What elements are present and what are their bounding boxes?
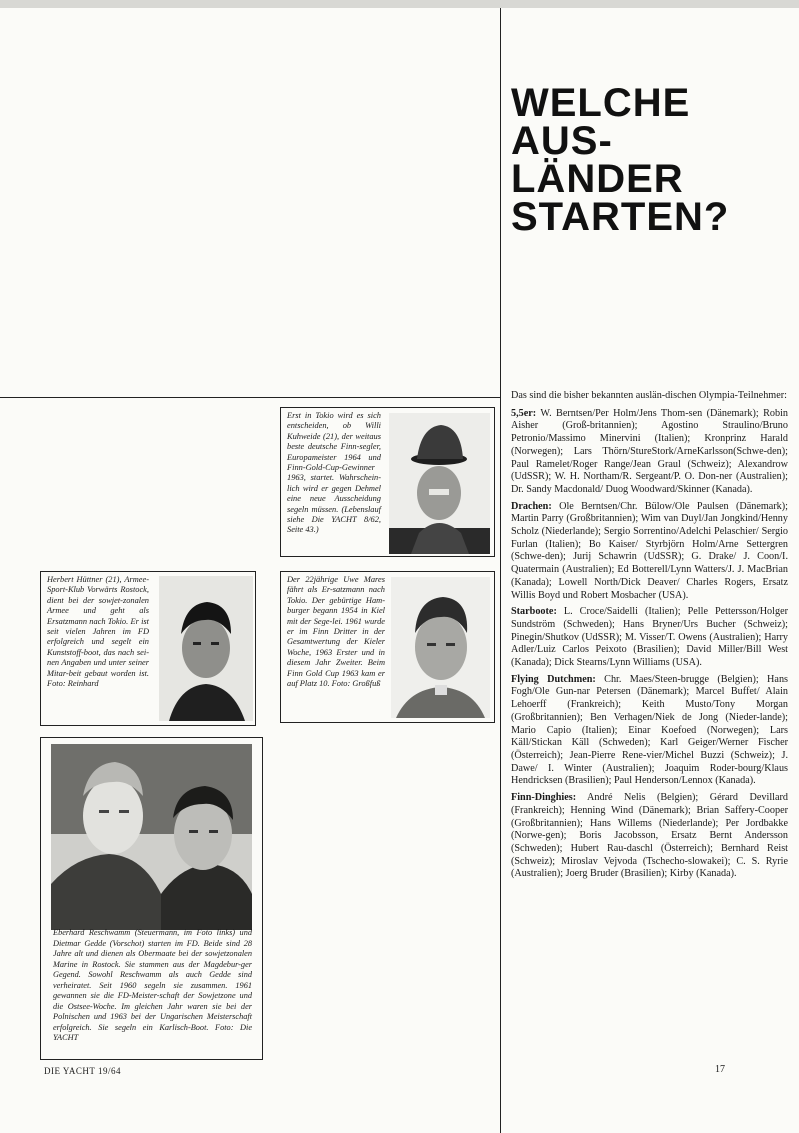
reschwamm-caption: Eberhard Reschwamm (Steuermann, im Foto links) und Dietmar Gedde (Vorschot) starten im FD. Beide sind 28 Jahre alt und dienen als Obermaate bei der sowjetzonalen Marine in Rostock. Sie stammen aus der Magdebur-ger Gegend. Sowohl Reschwamm als auch Gedde sind verheiratet. Seit 1960 segeln sie zusammen. 1961 gewannen sie die FD-Meister-schaft der Sowjetzone und die Ostsee-Woche. Im gleichen Jahr waren sie bei der Polnischen und 1963 bei der Ungarischen Meisterschaft erfolgreich. Sie segeln ein Karlisch-Boot. Foto: Die YACHT [53,928,252,1042]
class-participants: L. Croce/Saidelli (Italien); Pelle Pettersson/Holger Sundström (Schweden); Hans Bryner/Urs Bucher (Schweiz); Pinegin/Shutkov (UdSSR); M. Visser/T. Owens (Australien); Harry Adler/Luiz Carlos Peixoto (Brasilien); David Miller/Bill West (Kanada); Dick Stearns/Lynn Williams (USA). [511,606,788,669]
mares-caption: Der 22jährige Uwe Mares fährt als Er-satzmann nach Tokio. Der gebürtige Ham-burger begann 1954 in Kiel mit der Sege-lei. 1961 wurde er im Finn Dritter in der Gesamtwertung der Kieler Woche, 1963 Erster und in diesem Jahr Zweiter. Beim Finn Gold Cup 1963 kam er auf Platz 10. Foto: Großfuß [287,575,385,689]
headline-line: LÄNDER [511,157,684,201]
class-label: Flying Dutchmen: [511,673,596,685]
kuhweide-photo [389,413,490,554]
class-label: Starboote: [511,606,557,618]
class-participants: André Nelis (Belgien); Gérard Devillard (Frankreich); Henning Wind (Dänemark); Brian Saffery-Cooper (Großbritannien); Hans Willems (Niederlande); Per Jordbakke (Norwe-gen); Boris Jacobsson, Ersatz Bernt Andersson (Schweden); Hubert Rau-daschl (Österreich); Bernhard Reist (Schweiz); Miroslav Vejvoda (Tschecho-slowakei); C. S. Ryrie (Australien); Joerg Bruder (Brasilien); Kirby (Kanada). [511,792,788,880]
mares-photo [391,577,490,718]
class-entry [511,606,788,670]
huettner-photo [159,576,253,721]
class-entry [511,501,788,603]
participants-list [511,390,788,885]
class-entry [511,792,788,881]
magazine-footer: DIE YACHT 19/64 [44,1066,121,1076]
class-entry [511,408,788,497]
intro-text: Das sind die bisher bekannten auslän-dischen Olympia-Teilnehmer: [511,390,787,401]
headline [511,81,796,239]
kuhweide-caption: Erst in Tokio wird es sich entscheiden, ob Willi Kuhweide (21), der weitaus beste deutsche Finn-segler, Europameister 1964 und Finn-Gold-Cup-Gewinner 1963, startet. Wahrschein-lich wird er gegen Dehmel eine neue Ausscheidung segeln müssen. (Lebenslauf siehe Die YACHT 8/62, Seite 43.) [287,411,381,535]
page-number: 17 [715,1064,725,1075]
top-band [0,0,799,8]
kuhweide-box [280,407,495,557]
huettner-caption: Herbert Hüttner (21), Armee-Sport-Klub Vorwärts Rostock, dient bei der sowjet-zonalen Armee und geht als Ersatzmann nach Tokio. Er ist seit vielen Jahren im FD erfolgreich und segelt ein Kunststoff-boot, das nach sei-nen Angaben und unter seiner Mitar-beit gebaut worden ist. Foto: Reinhard [47,575,149,689]
huettner-box [40,571,256,726]
mares-box [280,571,495,723]
class-label: 5,5er: [511,407,537,419]
class-participants: W. Berntsen/Per Holm/Jens Thom-sen (Dänemark); Robin Aisher (Groß-britannien); Agostino Straulino/Bruno Petronio/Massimo Minervini (Italien); Kronprinz Harald (Norwegen); Lars Thörn/StureStork/ArneKarlsson(Schwe-den); Paul Ramelet/Roger Range/Jean Graul (Schweiz); Alexandrow (UdSSR); W. H. Northam/R. Sergeant/P. O. Don-ner (Australien); Dr. Sandy Macdonald/ Duog Woodward/Skinner (Kanada). [511,407,788,495]
class-label: Finn-Dinghies: [511,792,577,804]
headline-line: STARTEN? [511,195,730,239]
headline-line: AUS- [511,119,613,163]
class-entry [511,674,788,788]
reschwamm-box [40,737,263,1060]
class-participants: Chr. Maes/Steen-brugge (Belgien); Hans Fogh/Ole Gun-nar Petersen (Dänemark); Marcel Buffet/ Alain Lehoerff (Frankreich); Keith Musto/Tony Morgan (Großbritannien); Ben Verhagen/Niek de Jong (Nieder-lande); Mario Capio (Italien); Einar Koefoed (Norwegen); Lars Käll/Stickan Käll (Schweden); Karl Geiger/Werner Fischer (Österreich); Jean-Pierre Rene-vier/Michel Buzzi (Schweiz); J. Dawe/ I. Winter (Australien); Joaquim Roder-bourg/Klaus Hendricksen (Brasilien); Paul Henderson/Lennox (Kanada). [511,673,788,787]
column-divider [500,8,501,1133]
section-divider [0,397,500,398]
reschwamm-photo [51,744,252,930]
class-label: Drachen: [511,500,552,512]
headline-line: WELCHE [511,81,691,125]
class-participants: Ole Berntsen/Chr. Bülow/Ole Paulsen (Dänemark); Martin Parry (Großbritannien); Wim van Duyl/Jan Jongkind/Henny Scholz (Niederlande); Sergio Sorrentino/Adelchi Pelaschier/ Sergio Furlan (Italien); Bo Kaiser/ Styrbjörn Holm/Arne Settergren (Schwe-den); Jurij Schawrin (UdSSR); G. Drake/ J. Coon/I. Quatermain (Australien); Ed Botterell/Lynn Watters/J. J. MacBrian (Kanada); Lowell North/Dick Deaver/ Charles Rogers, Ersatz Willis Boyd und Robert Mosbacher (USA). [511,500,788,601]
